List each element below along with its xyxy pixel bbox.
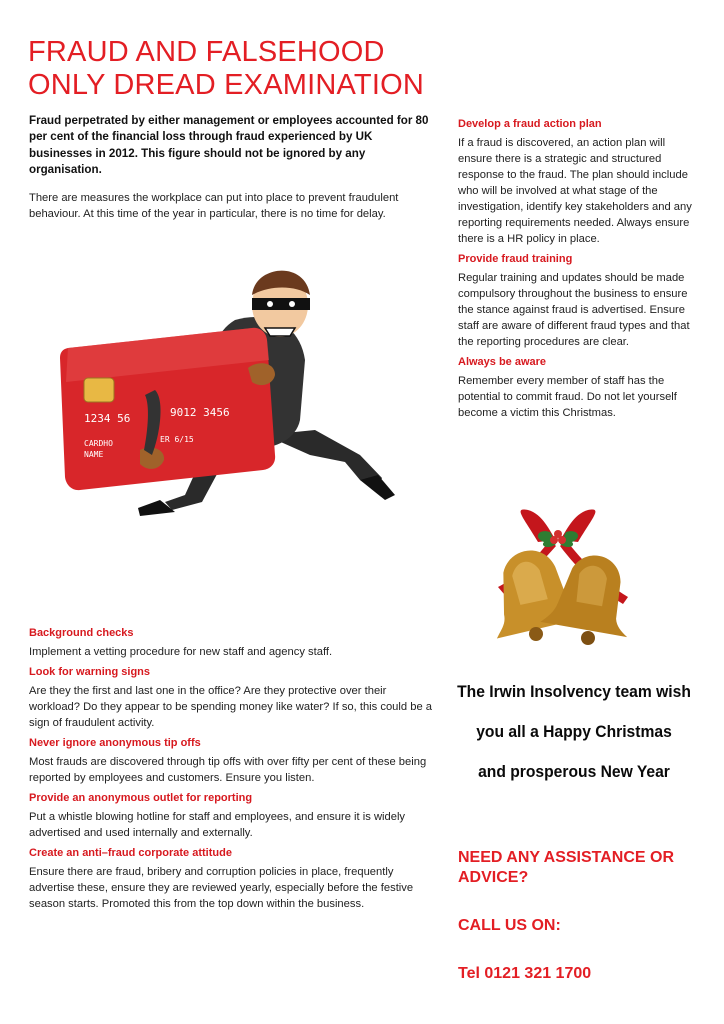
page-title: FRAUD AND FALSEHOOD ONLY DREAD EXAMINATION [28, 36, 424, 101]
section-heading: Never ignore anonymous tip offs [29, 737, 201, 749]
greeting-line-1: The Irwin Insolvency team wish [457, 682, 691, 701]
section-text: Put a whistle blowing hotline for staff and employees, and ensure it is widely advertised and used internally and externally. [29, 811, 406, 839]
section-heading: Background checks [29, 627, 134, 639]
section-heading: Look for warning signs [29, 666, 151, 678]
contact-phone: Tel 0121 321 1700 [458, 965, 592, 982]
card-number-part2: 9012 3456 [170, 406, 230, 419]
contact-line-1: NEED ANY ASSISTANCE OR [458, 849, 675, 866]
section-text: Are they the first and last one in the office? Are they protective over their workload? Do they appear to be spending money like water? If so, this could be a sign of fraudulent activity. [29, 685, 432, 729]
section-heading: Provide fraud training [458, 253, 573, 265]
section-text: Regular training and updates should be made compulsory throughout the business to ensure the stance against fraud is advertised. Ensure staff are aware of different fraud types and that the reporting procedures are clear. [458, 272, 690, 348]
thief-mask [252, 298, 310, 310]
card-chip [84, 378, 114, 402]
right-sections [458, 118, 698, 427]
greeting-line-3: and prosperous New Year [478, 762, 670, 781]
card-holder-line1: CARDHO [84, 439, 113, 448]
thief-with-credit-card-illustration [60, 250, 400, 520]
section-text: Most frauds are discovered through tip offs with over fifty per cent of these being reported by employees and customers. Ensure you listen. [29, 756, 427, 784]
contact-line-3: CALL US ON: [458, 917, 561, 934]
christmas-bells-icon [478, 502, 648, 652]
card-holder-line2: ER 6/15 [160, 435, 194, 444]
intro-body: There are measures the workplace can put into place to prevent fraudulent behaviour. At this time of the year in particular, there is no time for delay. [29, 192, 399, 220]
section-text: Implement a vetting procedure for new staff and agency staff. [29, 646, 333, 658]
section-text: If a fraud is discovered, an action plan will ensure there is a strategic and structured response to the fraud. The plan should include who will be involved at what stage of the investigation, identify key stakeholders and any reporting requirements needed. Always ensure there is a HR policy in place. [458, 137, 692, 245]
thief-shoe-front [360, 475, 395, 500]
section-heading: Develop a fraud action plan [458, 118, 602, 130]
card-number-part1: 1234 56 [84, 412, 131, 425]
credit-card [60, 328, 275, 490]
card-holder-line3: NAME [84, 450, 104, 459]
contact-block [458, 848, 718, 984]
section-heading: Create an anti–fraud corporate attitude [29, 847, 232, 859]
thief-glove-upper [248, 363, 275, 385]
section-text: Remember every member of staff has the potential to commit fraud. Do not let yourself become a victim this Christmas. [458, 375, 677, 419]
left-sections [29, 627, 433, 918]
section-text: Ensure there are fraud, bribery and corruption policies in place, frequently advertise these, ensure they are reviewed yearly, especially before the festive season starts. Promoted this from the top down within the business. [29, 866, 414, 910]
intro-lead: Fraud perpetrated by either management or employees accounted for 80 per cent of the financial loss through fraud experienced by UK businesses in 2012. This figure should not be ignored by any organisation. [29, 114, 429, 177]
greeting-line-2: you all a Happy Christmas [476, 722, 672, 741]
christmas-greeting [436, 672, 712, 792]
contact-line-2: ADVICE? [458, 869, 529, 886]
section-heading: Provide an anonymous outlet for reporting [29, 792, 253, 804]
section-heading: Always be aware [458, 356, 547, 368]
